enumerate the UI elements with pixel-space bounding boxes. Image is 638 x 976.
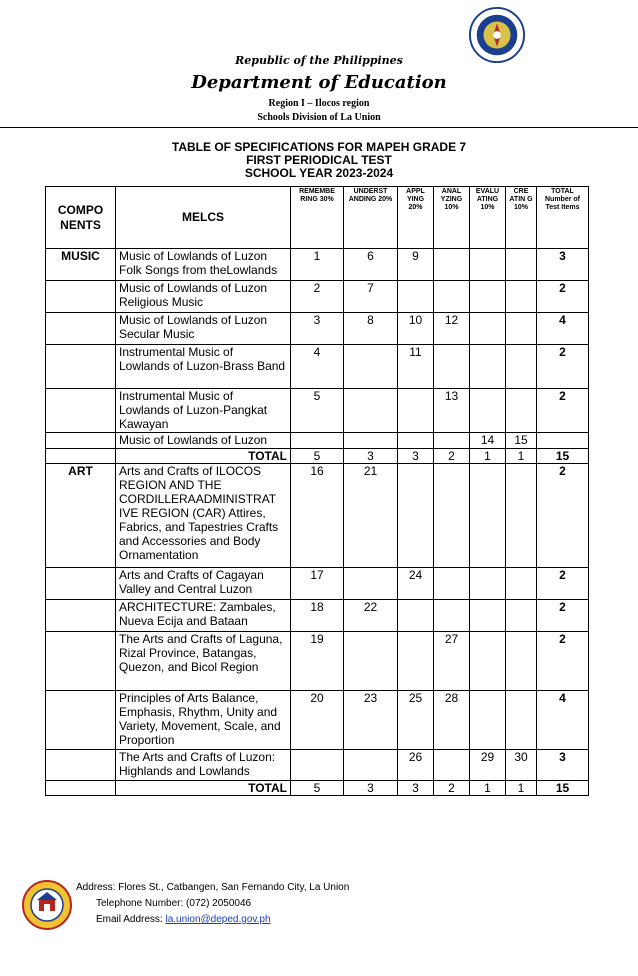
remembering-total: 5 bbox=[291, 449, 344, 464]
table-row bbox=[46, 433, 589, 449]
remembering-cell: 3 bbox=[291, 313, 344, 345]
col-analyzing: ANAL YZING 10% bbox=[434, 187, 470, 249]
table-row bbox=[46, 249, 589, 281]
col-components: COMPO NENTS bbox=[46, 187, 116, 249]
understanding-total: 3 bbox=[344, 449, 398, 464]
remembering-cell: 19 bbox=[291, 632, 344, 691]
specifications-table bbox=[45, 186, 589, 796]
analyzing-cell bbox=[434, 750, 470, 781]
total-cell: 2 bbox=[537, 464, 589, 568]
component-cell bbox=[46, 449, 116, 464]
analyzing-cell bbox=[434, 345, 470, 389]
evaluating-cell bbox=[470, 691, 506, 750]
total-cell: 3 bbox=[537, 249, 589, 281]
email-link[interactable]: la.union@deped.gov.ph bbox=[165, 914, 271, 925]
creating-cell bbox=[506, 464, 537, 568]
creating-cell bbox=[506, 691, 537, 750]
remembering-cell: 5 bbox=[291, 389, 344, 433]
analyzing-cell: 12 bbox=[434, 313, 470, 345]
melc-cell: Music of Lowlands of Luzon Folk Songs from theLowlands bbox=[116, 249, 291, 281]
remembering-total: 5 bbox=[291, 781, 344, 796]
component-cell bbox=[46, 600, 116, 632]
evaluating-total: 1 bbox=[470, 781, 506, 796]
analyzing-cell bbox=[434, 281, 470, 313]
applying-cell: 9 bbox=[398, 249, 434, 281]
applying-cell: 26 bbox=[398, 750, 434, 781]
component-cell bbox=[46, 691, 116, 750]
understanding-cell: 21 bbox=[344, 464, 398, 568]
remembering-cell: 2 bbox=[291, 281, 344, 313]
total-cell: 2 bbox=[537, 600, 589, 632]
remembering-cell: 4 bbox=[291, 345, 344, 389]
creating-total: 1 bbox=[506, 781, 537, 796]
creating-cell: 15 bbox=[506, 433, 537, 449]
table-row bbox=[46, 389, 589, 433]
component-cell bbox=[46, 389, 116, 433]
understanding-cell bbox=[344, 433, 398, 449]
document-title: TABLE OF SPECIFICATIONS FOR MAPEH GRADE 7 bbox=[171, 140, 467, 154]
creating-cell bbox=[506, 313, 537, 345]
music-total-row bbox=[46, 449, 589, 464]
table-row bbox=[46, 345, 589, 389]
col-understanding: UNDERST ANDING 20% bbox=[344, 187, 398, 249]
col-total: TOTAL Number of Test Items bbox=[537, 187, 589, 249]
table-row bbox=[46, 750, 589, 781]
understanding-cell: 6 bbox=[344, 249, 398, 281]
footer-address-block bbox=[76, 880, 349, 928]
address-line: Address: Flores St., Catbangen, San Fernando City, La Union bbox=[76, 882, 350, 893]
total-label: TOTAL bbox=[116, 449, 291, 464]
applying-total: 3 bbox=[398, 449, 434, 464]
component-cell bbox=[46, 750, 116, 781]
evaluating-cell bbox=[470, 313, 506, 345]
grand-total: 15 bbox=[537, 781, 589, 796]
creating-cell bbox=[506, 389, 537, 433]
analyzing-total: 2 bbox=[434, 449, 470, 464]
total-cell: 2 bbox=[537, 568, 589, 600]
understanding-cell: 7 bbox=[344, 281, 398, 313]
table-header-row bbox=[46, 187, 589, 249]
applying-cell bbox=[398, 389, 434, 433]
table-row bbox=[46, 313, 589, 345]
creating-total: 1 bbox=[506, 449, 537, 464]
analyzing-cell bbox=[434, 464, 470, 568]
evaluating-cell: 29 bbox=[470, 750, 506, 781]
total-label: TOTAL bbox=[116, 781, 291, 796]
republic-heading: Republic of the Philippines bbox=[235, 54, 403, 67]
total-cell: 2 bbox=[537, 281, 589, 313]
analyzing-cell: 13 bbox=[434, 389, 470, 433]
evaluating-cell bbox=[470, 389, 506, 433]
remembering-cell: 17 bbox=[291, 568, 344, 600]
total-cell: 4 bbox=[537, 313, 589, 345]
creating-cell bbox=[506, 249, 537, 281]
melc-cell: Principles of Arts Balance, Emphasis, Rhythm, Unity and Variety, Movement, Scale, and Proportion bbox=[116, 691, 291, 750]
total-cell: 2 bbox=[537, 632, 589, 691]
understanding-total: 3 bbox=[344, 781, 398, 796]
component-cell bbox=[46, 313, 116, 345]
grand-total: 15 bbox=[537, 449, 589, 464]
melc-cell: Instrumental Music of Lowlands of Luzon-Pangkat Kawayan bbox=[116, 389, 291, 433]
analyzing-cell: 28 bbox=[434, 691, 470, 750]
analyzing-cell bbox=[434, 249, 470, 281]
table-row bbox=[46, 632, 589, 691]
email-line bbox=[76, 912, 349, 928]
remembering-cell: 20 bbox=[291, 691, 344, 750]
component-cell bbox=[46, 632, 116, 691]
evaluating-cell bbox=[470, 632, 506, 691]
email-label: Email Address: bbox=[96, 914, 163, 925]
melc-cell: Arts and Crafts of ILOCOS REGION AND THE CORDILLERAADMINISTRAT IVE REGION (CAR) Attires, Fabrics, and Tapestries Crafts and Accessories and Body Ornamentation bbox=[116, 464, 291, 568]
component-cell bbox=[46, 281, 116, 313]
department-heading: Department of Education bbox=[191, 72, 447, 93]
evaluating-cell bbox=[470, 600, 506, 632]
analyzing-total: 2 bbox=[434, 781, 470, 796]
creating-cell bbox=[506, 632, 537, 691]
component-music: MUSIC bbox=[46, 249, 116, 281]
table-row bbox=[46, 281, 589, 313]
applying-cell: 25 bbox=[398, 691, 434, 750]
applying-cell bbox=[398, 433, 434, 449]
evaluating-cell bbox=[470, 345, 506, 389]
understanding-cell: 22 bbox=[344, 600, 398, 632]
component-cell bbox=[46, 433, 116, 449]
melc-cell: Music of Lowlands of Luzon bbox=[116, 433, 291, 449]
table-row bbox=[46, 464, 589, 568]
col-remembering: REMEMBE RING 30% bbox=[291, 187, 344, 249]
division-heading: Schools Division of La Union bbox=[257, 112, 381, 123]
evaluating-cell: 14 bbox=[470, 433, 506, 449]
total-cell bbox=[537, 433, 589, 449]
understanding-cell bbox=[344, 389, 398, 433]
total-cell: 2 bbox=[537, 345, 589, 389]
analyzing-cell bbox=[434, 568, 470, 600]
component-cell bbox=[46, 781, 116, 796]
analyzing-cell bbox=[434, 600, 470, 632]
telephone-line: Telephone Number: (072) 2050046 bbox=[96, 898, 252, 909]
understanding-cell: 8 bbox=[344, 313, 398, 345]
understanding-cell bbox=[344, 568, 398, 600]
remembering-cell: 1 bbox=[291, 249, 344, 281]
col-applying: APPL YING 20% bbox=[398, 187, 434, 249]
understanding-cell bbox=[344, 345, 398, 389]
melc-cell: The Arts and Crafts of Luzon: Highlands and Lowlands bbox=[116, 750, 291, 781]
creating-cell bbox=[506, 281, 537, 313]
applying-cell bbox=[398, 600, 434, 632]
understanding-cell bbox=[344, 750, 398, 781]
creating-cell bbox=[506, 345, 537, 389]
creating-cell bbox=[506, 568, 537, 600]
evaluating-cell bbox=[470, 281, 506, 313]
evaluating-cell bbox=[470, 249, 506, 281]
division-logo bbox=[22, 880, 72, 930]
understanding-cell: 23 bbox=[344, 691, 398, 750]
total-cell: 2 bbox=[537, 389, 589, 433]
melc-cell: The Arts and Crafts of Laguna, Rizal Province, Batangas, Quezon, and Bicol Region bbox=[116, 632, 291, 691]
component-art: ART bbox=[46, 464, 116, 568]
understanding-cell bbox=[344, 632, 398, 691]
evaluating-total: 1 bbox=[470, 449, 506, 464]
melc-cell: Instrumental Music of Lowlands of Luzon-Brass Band bbox=[116, 345, 291, 389]
analyzing-cell bbox=[434, 433, 470, 449]
remembering-cell: 18 bbox=[291, 600, 344, 632]
melc-cell: Arts and Crafts of Cagayan Valley and Central Luzon bbox=[116, 568, 291, 600]
remembering-cell bbox=[291, 433, 344, 449]
component-cell bbox=[46, 568, 116, 600]
evaluating-cell bbox=[470, 568, 506, 600]
region-heading: Region I – Ilocos region bbox=[268, 98, 370, 109]
school-year: SCHOOL YEAR 2023-2024 bbox=[244, 166, 394, 180]
col-melcs: MELCS bbox=[116, 187, 291, 249]
applying-cell: 11 bbox=[398, 345, 434, 389]
creating-cell: 30 bbox=[506, 750, 537, 781]
applying-cell: 24 bbox=[398, 568, 434, 600]
total-cell: 4 bbox=[537, 691, 589, 750]
remembering-cell: 16 bbox=[291, 464, 344, 568]
applying-cell bbox=[398, 632, 434, 691]
col-creating: CRE ATIN G 10% bbox=[506, 187, 537, 249]
test-title: FIRST PERIODICAL TEST bbox=[246, 153, 392, 167]
remembering-cell bbox=[291, 750, 344, 781]
melc-cell: ARCHITECTURE: Zambales, Nueva Ecija and Bataan bbox=[116, 600, 291, 632]
component-cell bbox=[46, 345, 116, 389]
applying-total: 3 bbox=[398, 781, 434, 796]
analyzing-cell: 27 bbox=[434, 632, 470, 691]
art-total-row bbox=[46, 781, 589, 796]
creating-cell bbox=[506, 600, 537, 632]
applying-cell: 10 bbox=[398, 313, 434, 345]
applying-cell bbox=[398, 281, 434, 313]
table-row bbox=[46, 691, 589, 750]
melc-cell: Music of Lowlands of Luzon Secular Music bbox=[116, 313, 291, 345]
col-evaluating: EVALU ATING 10% bbox=[470, 187, 506, 249]
applying-cell bbox=[398, 464, 434, 568]
total-cell: 3 bbox=[537, 750, 589, 781]
table-row bbox=[46, 568, 589, 600]
evaluating-cell bbox=[470, 464, 506, 568]
header-divider bbox=[0, 127, 638, 128]
melc-cell: Music of Lowlands of Luzon Religious Music bbox=[116, 281, 291, 313]
table-row bbox=[46, 600, 589, 632]
